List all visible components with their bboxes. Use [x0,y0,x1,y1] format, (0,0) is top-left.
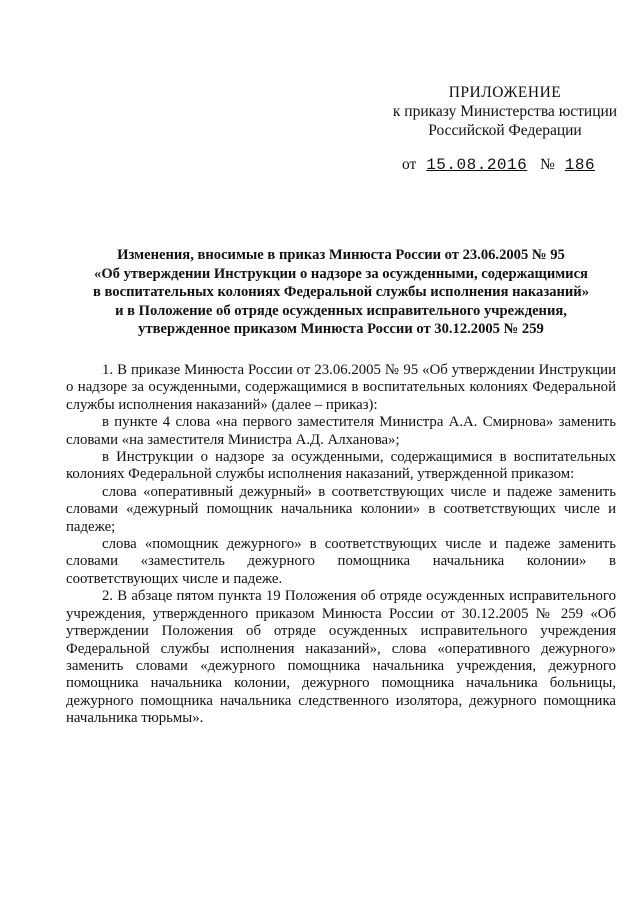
order-date: 15.08.2016 [426,156,528,174]
paragraph-6: 2. В абзаце пятом пункта 19 Положения об отряде осужденных исправительного учреждения, утвержденного приказом Минюста России от 30.12.2005 № 259 «Об утверждении Положения об отряде осужденных исправительного учреждения Федеральной службы исполнения наказаний», слова «оперативного дежурного» заменить словами «дежурного помощника начальника учреждения, дежурного помощника начальника колонии, дежурного помощника начальника больницы, дежурного помощника начальника следственного изолятора, дежурного помощника начальника тюрьмы». [66,588,616,727]
heading-line-2: «Об утверждении Инструкции о надзоре за осужденными, содержащимися [94,265,588,282]
document-heading [66,246,616,339]
document-body [66,362,616,728]
order-from-label: от [402,156,417,173]
annex-line-2: Российской Федерации [428,122,582,139]
paragraph-5: слова «помощник дежурного» в соответствующих числе и падеже заменить словами «заместитель дежурного помощника начальника колонии» в соответствующих числе и падеже. [66,536,616,587]
annex-block [370,83,640,140]
order-number: 186 [564,156,596,174]
order-reference [402,156,609,174]
paragraph-2: в пункте 4 слова «на первого заместителя Министра А.А. Смирнова» заменить словами «на заместителя Министра А.Д. Алханова»; [66,414,616,448]
order-number-label: № [540,156,555,173]
annex-line-1: к приказу Министерства юстиции [392,103,618,120]
heading-line-5: утвержденное приказом Минюста России от 30.12.2005 № 259 [138,321,544,338]
heading-line-4: и в Положение об отряде осужденных исправительного учреждения, [115,302,567,319]
paragraph-3: в Инструкции о надзоре за осужденными, содержащимися в воспитательных колониях Федеральной службы исполнения наказаний, утвержденной приказом: [66,449,616,483]
paragraph-4: слова «оперативный дежурный» в соответствующих числе и падеже заменить словами «дежурный помощник начальника колонии» в соответствующих числе и падеже; [66,483,616,535]
heading-line-1: Изменения, вносимые в приказ Минюста России от 23.06.2005 № 95 [117,247,565,263]
annex-title: ПРИЛОЖЕНИЕ [448,84,562,101]
paragraph-1: 1. В приказе Минюста России от 23.06.2005 № 95 «Об утверждении Инструкции о надзоре за осужденными, содержащимися в воспитательных колониях Федеральной службы исполнения наказаний» (далее – приказ): [66,362,616,413]
heading-line-3: в воспитательных колониях Федеральной службы исполнения наказаний» [92,284,590,301]
